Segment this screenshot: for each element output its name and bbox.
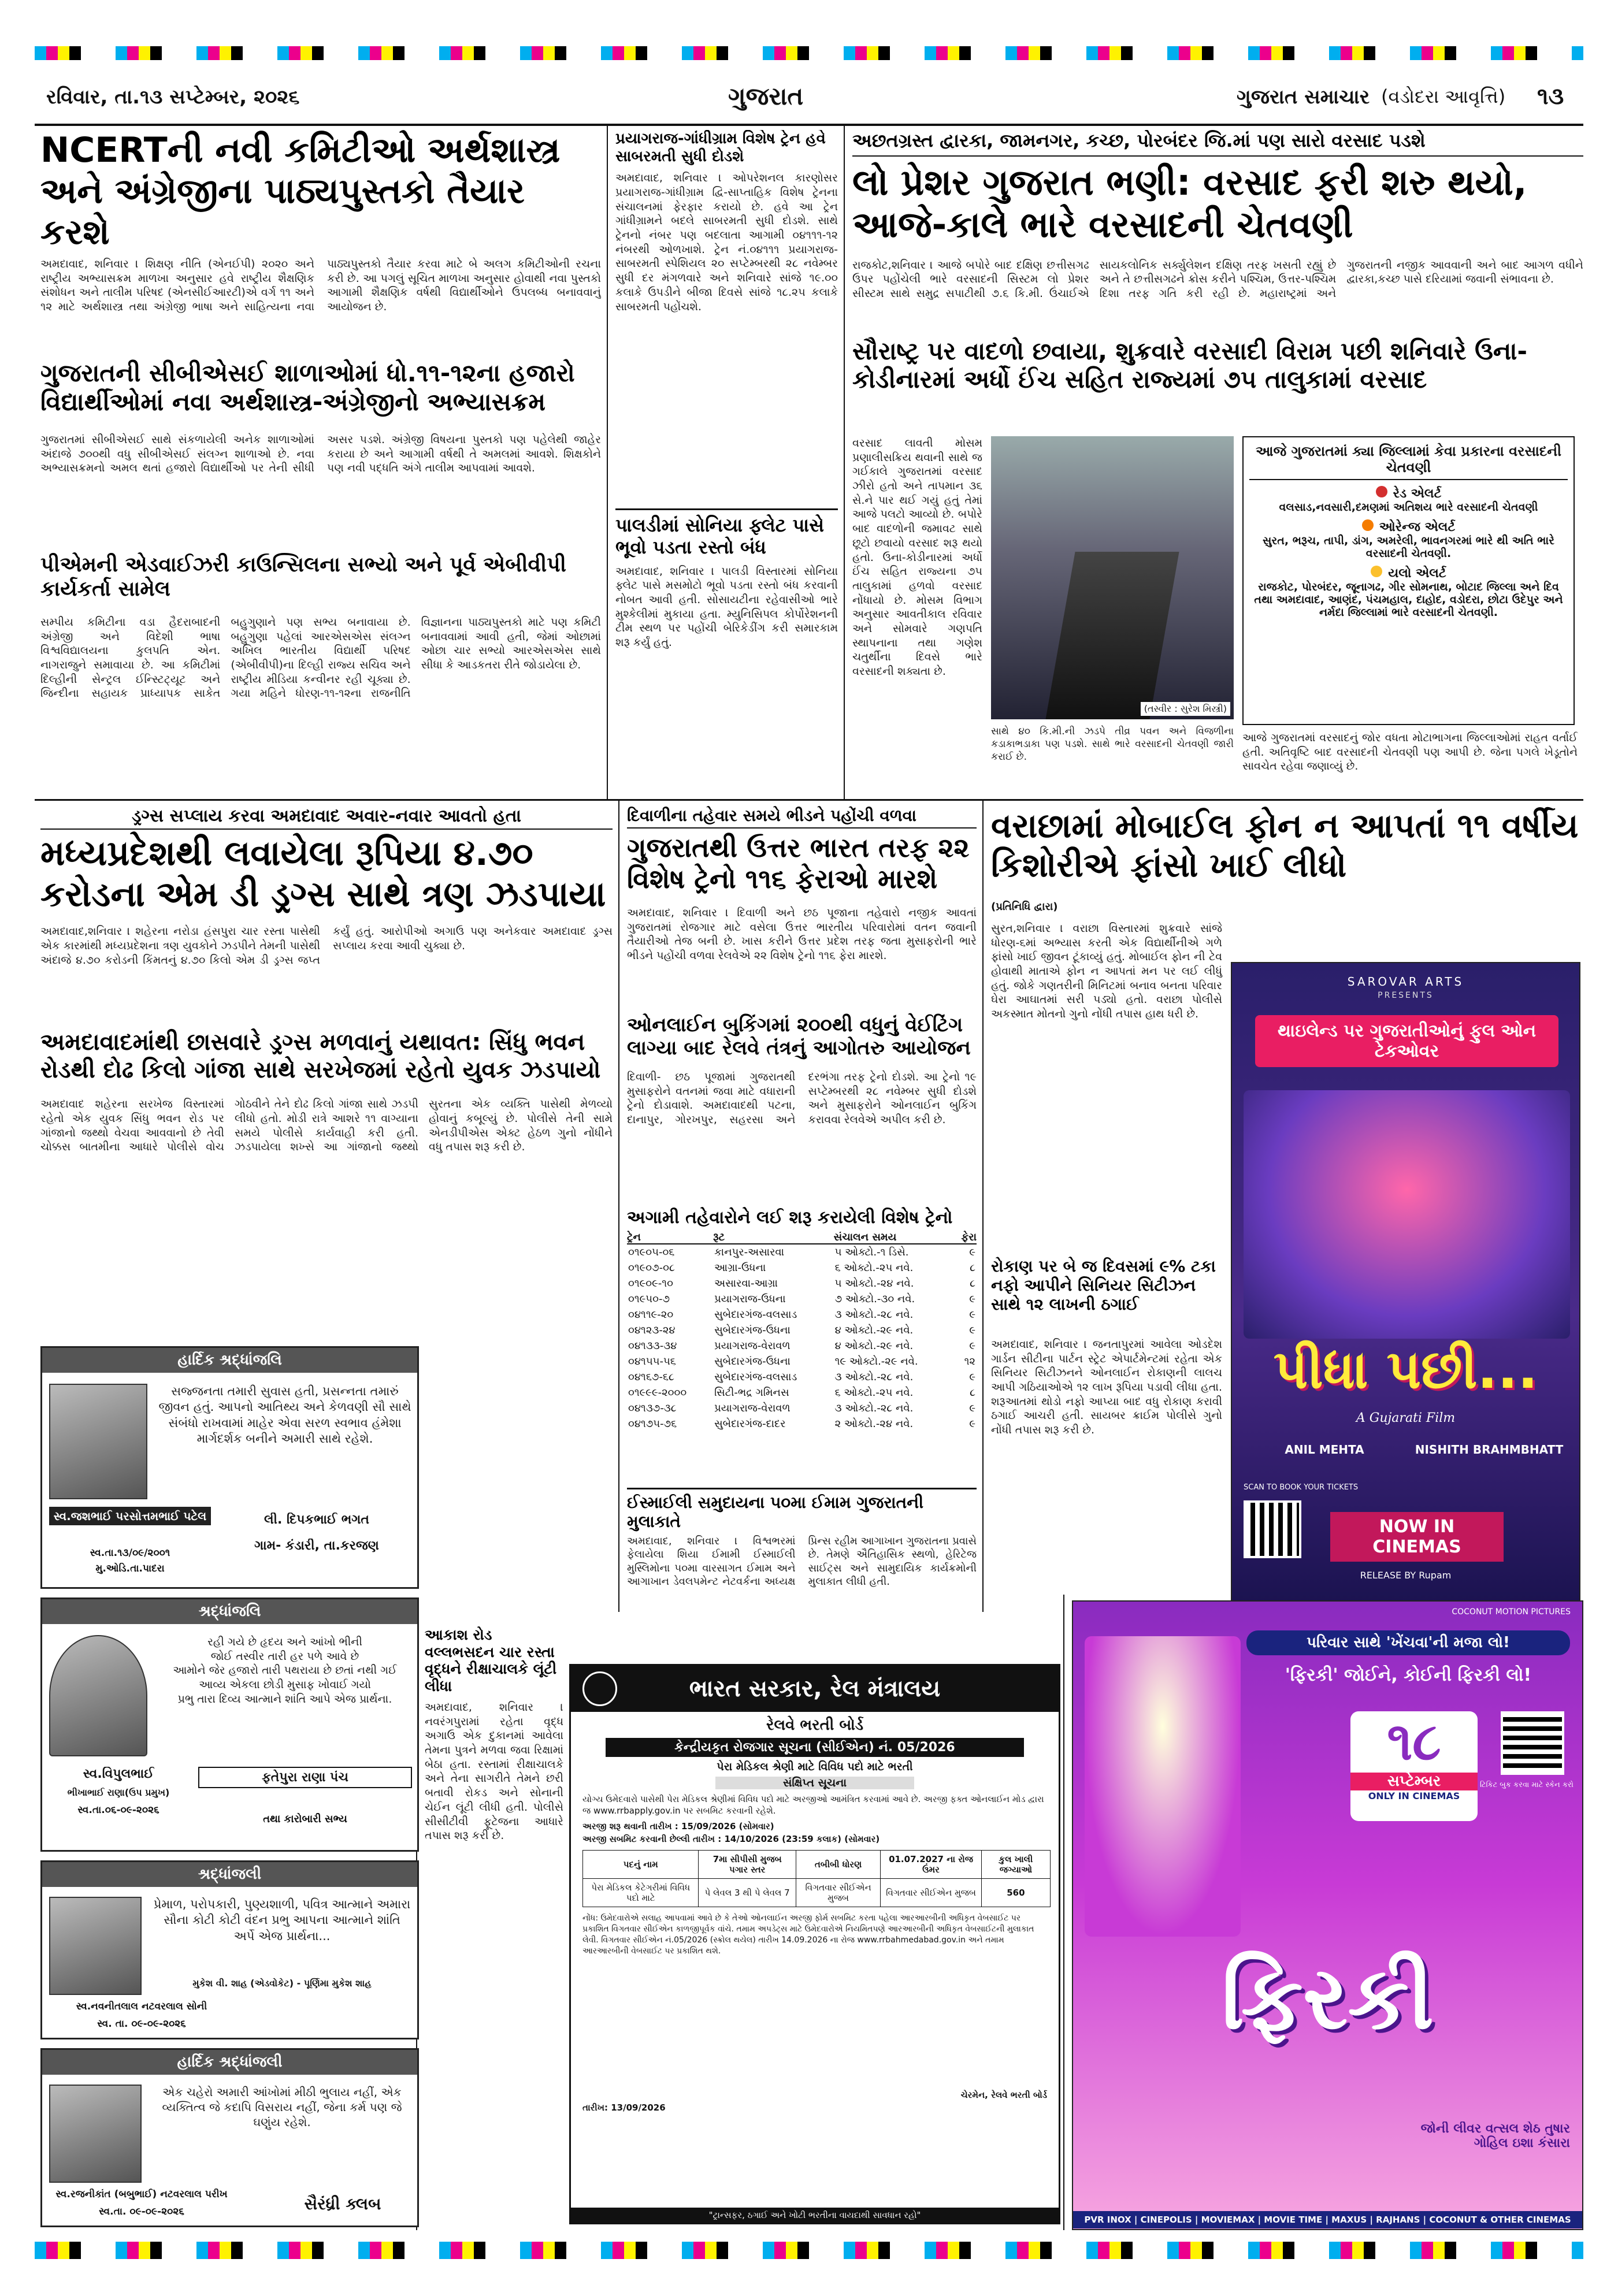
rain-subhead: સૌરાષ્ટ્ર પર વાદળો છવાયા, શુક્રવારે વરસાદી વિરામ પછી શનિવારે ઉના-કોડીનારમાં અર્ધો ઈંચ સહિત રાજ્યમાં ૭૫ તાલુકામાં વરસાદ: [852, 336, 1527, 394]
ad2-only-cinemas: ONLY IN CINEMAS: [1368, 1790, 1460, 1801]
rain-headline: લો પ્રેશર ગુજરાત ભણી: વરસાદ ફરી શરુ થયો, આજે-કાલે ભારે વરસાદની ચેતવણી: [852, 161, 1527, 246]
railway-short: સંક્ષિપ્ત સૂચના: [715, 1777, 914, 1789]
train-table-row: [627, 1244, 977, 1260]
ad2-line1: પરિવાર સાથે 'ખેંચવા'ની મજા લો!: [1246, 1630, 1570, 1655]
ad2-qr-code[interactable]: [1501, 1711, 1564, 1775]
train-number-cell: ૦૧૯૦૯-૧૦: [628, 1277, 673, 1290]
obituary-3-title: શ્રદ્ધાંજલી: [42, 1862, 417, 1887]
diwali-story: [627, 806, 977, 1603]
railway-col: કુલ ખાલી જગ્યાઓ: [981, 1851, 1050, 1879]
train-schedule-cell: ૬ ઓક્ટો.-૨૫ નવે.: [834, 1262, 914, 1275]
ad1-qr-code[interactable]: [1244, 1500, 1301, 1558]
obituary-3-dates: સ્વ. તા. ૦૯-૦૯-૨૦૨૬: [97, 2018, 186, 2030]
ad-pidha-pachhi[interactable]: [1231, 962, 1580, 1603]
yellow-alert-dot: [1371, 566, 1382, 577]
print-marks-top: [35, 46, 1583, 60]
train-table-row: [627, 1385, 977, 1400]
train-trips-cell: ૯: [969, 1371, 975, 1384]
ad1-now-in-cinemas: NOW IN CINEMAS: [1330, 1512, 1504, 1562]
alert-box-title: આજે ગુજરાતમાં ક્યા જિલ્લામાં કેવા પ્રકારના વરસાદની ચેતવણી: [1249, 443, 1568, 480]
obituary-1-photo: [49, 1384, 147, 1499]
print-marks-bottom: [35, 2242, 1583, 2259]
obituary-2-line: જોઈ તસ્વીર તારી હર પળે આવે છે: [210, 1649, 359, 1663]
ncert-headline: NCERTની નવી કમિટીઓ અર્થશાસ્ત્ર અને અંગ્રેજીના પાઠ્યપુસ્તકો તૈયાર કરશે: [40, 130, 561, 252]
obituary-1-village: ગામ- કંડારી, તા.કરજણ: [254, 1539, 379, 1553]
train-schedule-cell: ૭ ઓક્ટો.-૩૦ નવે.: [834, 1293, 915, 1306]
rain-body-3: આજે ગુજરાતમાં વરસાદનું જોર વધતા મોટાભાગના જિલ્લાઓમાં રાહત વર્તાઈ હતી. અતિવૃષ્ટિ બાદ વરસાદની ચેતવણી પણ આપી છે. જેના પગલે ખેડૂતોને સાવચેત રહેવા જણાવ્યું છે.: [1242, 731, 1578, 773]
ad2-title: ફિરકી: [1221, 1948, 1434, 2049]
obituary-2: [40, 1597, 419, 1852]
col-trips: ફેરા: [961, 1231, 977, 1244]
railway-notes: નોંધ: ઉમેદવારોએ સલાહ આપવામાં આવે છે કે તેઓ ઓનલાઈન અરજી ફોર્મ સબમિટ કરતા પહેલા આરઆરબીની અધિકૃત વેબસાઈટ પર પ્રકાશિત વિગતવાર સીઈએન કાળજીપૂર્વક વાંચે. તમામ અપડેટ્સ માટે ઉમેદવારોએ નિયમિતપણે આરઆરબીની અધિકૃત વેબસાઈટની મુલાકાત લેવી. વિગતવાર સીઈએન નં.05/2026 (સ્ક્રોલ થયેલ) તારીખ 14.09.2026 ના રોજ www.rrbahmedabad.gov.in અને તમામ આરઆરબીની વેબસાઈટ પર પ્રકાશિત થશે.: [582, 1914, 1034, 1956]
obituary-2-lines: [155, 1635, 415, 1762]
ncert-subhead-2: પીએમની એડવાઈઝરી કાઉન્સિલના સભ્યો અને પૂર્વ એબીવીપી કાર્યકર્તા સામેલ: [40, 553, 566, 601]
yellow-alert-text: રાજકોટ, પોરબંદર, જૂનાગઢ, ગીર સોમનાથ, બોટાદ જિલ્લા અને દિવ તથા અમદાવાદ, આણંદ, પંચમહાલ, દાહોદ, વડોદરા, છોટા ઉદેપુર અને નર્મદા જિલ્લામાં ભારે વરસાદની ચેતવણી.: [1254, 581, 1563, 619]
senior-fraud-headline: રોકાણ પર બે જ દિવસમાં ૯% ટકા નફો આપીને સિનિયર સિટીઝન સાથે ૧૨ લાખની ઠગાઈ: [991, 1257, 1216, 1314]
rain-photo: [991, 436, 1234, 719]
train-route-cell: સિટી-ભદ્ર ગમિનસ: [714, 1387, 789, 1399]
train-number-cell: ૦૪૧૧૯-૨૦: [628, 1309, 674, 1321]
railway-table-header: [583, 1851, 1051, 1879]
col-route: રૂટ: [713, 1231, 725, 1244]
section-name: ગુજરાત: [728, 82, 804, 110]
train-schedule-cell: ૧૯ ઓક્ટો.-૨૯ નવે.: [834, 1355, 918, 1368]
ad2-line2: 'ફિરકી' જોઈને, કોઈની ફિરકી લો!: [1285, 1665, 1532, 1685]
railway-col: પદનું નામ: [583, 1851, 699, 1879]
railway-cell: વિગતવાર સીઈએન મુજબ: [881, 1879, 982, 1907]
ad1-director: ANIL MEHTA: [1285, 1443, 1364, 1457]
obituary-3-photo: [49, 1897, 142, 1995]
train-number-cell: ૦૪૧૬૭-૬૮: [628, 1371, 674, 1384]
railway-intro: યોગ્ય ઉમેદવારો પાસેથી પેરા મેડિકલ શ્રેણીમાં વિવિધ પદો માટે અરજીઓ આમંત્રિત કરવામાં આવે છે. અરજી ફક્ત ઓનલાઈન મોડ દ્વારા જ www.rrbapply.gov.in પર સબમિટ કરવાની રહેશે.: [582, 1794, 1044, 1816]
diwali-subhead: ઓનલાઈન બુકિંગમાં ૨૦૦થી વધુનું વેઈટિંગ લાગ્યા બાદ રેલવે તંત્રનું આગોતરુ આયોજન: [627, 1013, 971, 1060]
train-table-row: [627, 1400, 977, 1416]
yellow-alert-label: યલો એલર્ટ: [1388, 566, 1446, 581]
train-trips-cell: ૯: [969, 1402, 975, 1415]
ad2-cast-image: [1085, 1636, 1241, 1937]
orange-alert-label: ઓરેન્જ એલર્ટ: [1379, 520, 1456, 534]
obituary-3-family: મુકેશ વી. શાહ (એડવોકેટ) - પૂર્ણિમા મુકેશ શાહ: [192, 1978, 372, 1989]
red-alert-dot: [1376, 486, 1387, 497]
obituary-1: [40, 1346, 419, 1589]
obituary-1-dates: સ્વ.તા.૧૩/૦૯/૨૦૦૧: [90, 1547, 170, 1559]
obituary-4-photo: [49, 2085, 142, 2183]
railway-table-row: [583, 1879, 1051, 1907]
page-number: ૧૩: [1537, 83, 1564, 110]
ad2-date-badge: [1350, 1711, 1478, 1821]
ncert-story: [40, 130, 601, 800]
train-number-cell: ૦૪૧૩૩-૩૪: [628, 1340, 677, 1353]
train-table-row: [627, 1369, 977, 1385]
ismaili-headline: ઈસ્માઈલી સમુદાયના ૫૦મા ઈમામ ગુજરાતની મુલાકાતે: [627, 1488, 977, 1531]
obituary-2-relation: ભીખાભાઈ રાણા(ઉપ પ્રમુખ): [67, 1787, 170, 1798]
col-train: ટ્રેન: [627, 1231, 641, 1244]
drugs-body: અમદાવાદ,શનિવાર । શહેરના નરોડા હંસપુરા ચાર રસ્તા પાસેથી એક કારમાંથી મધ્યપ્રદેશના ત્રણ યુવકોને ઝડપીને તેમની પાસેથી અંદાજે ૪.૭૦ કરોડની કિંમતનું ૪.૭૦ કિલો એમ ડી ડ્રગ્સ જપ્ત કર્યું હતું. આરોપીઓ અગાઉ પણ અનેકવાર અમદાવાદ ડ્રગ્સ સપ્લાય કરવા આવી ચુક્યા છે.: [40, 925, 613, 967]
ad-firki[interactable]: [1072, 1600, 1583, 2230]
train-headline: પ્રયાગરાજ-ગાંધીગ્રામ વિશેષ ટ્રેન હવે સાબરમતી સુધી દોડશે: [615, 130, 826, 165]
train-table-row: [627, 1322, 977, 1338]
train-trips-cell: ૯: [969, 1246, 975, 1259]
railway-notice: [569, 1664, 1060, 2224]
rain-body-2: વરસાદ લાવતી મોસમ પ્રણાલીસક્રિય થવાની સાથે જ ગઈકાલે ગુજરાતમાં વરસાદ ઝીરો હતો અને તાપમાન ૩૬ સે.ને પાર થઈ ગયું હતું તેમાં આજે પલટો આવ્યો છે. બપોરે બાદ વાદળોની જમાવટ સાથે છૂટો છવાયો વરસાદ શરૂ થયો હતો. ઉના-કોડીનારમાં અર્ધો ઈંચ સહિત રાજ્યના ૭૫ તાલુકામાં હળવો વરસાદ નોંધાયો છે. મોસમ વિભાગ અનુસાર આવતીકાલ રવિવાર અને સોમવારે ગણપતિ સ્થાપનાના તથા ગણેશ ચતુર્થીના દિવસે ભારે વરસાદની શક્યતા છે.: [852, 437, 982, 678]
emblem-icon: [582, 1671, 617, 1706]
train-number-cell: ૦૧૯૦૫-૦૬: [628, 1246, 675, 1259]
train-number-cell: ૦૧૯૯૯-૨૦૦૦: [628, 1387, 687, 1399]
ncert-subhead-1: ગુજરાતની સીબીએસઈ શાળાઓમાં ધો.૧૧-૧૨ના હજારો વિદ્યાર્થીઓમાં નવા અર્થશાસ્ત્ર-અંગ્રેજીનો અભ્યાસક્રમ: [40, 359, 575, 416]
train-route-cell: આગ્રા-ઉધના: [714, 1262, 766, 1275]
obituary-4-club: સૈરંધ્રી ક્લબ: [304, 2194, 381, 2213]
ad2-scan: ટિકિટ બુક કરવા માટે સ્કેન કરો: [1479, 1781, 1574, 1789]
obituary-2-dates: સ્વ.તા.૦૬-૦૯-૨૦૨૬: [77, 1804, 159, 1816]
ad1-cast-image: [1244, 1090, 1570, 1339]
train-schedule-cell: ૨ ઓક્ટો.-૨૪ નવે.: [834, 1418, 914, 1431]
railway-cell: પે લેવલ 3 થી પે લેવલ 7: [699, 1879, 796, 1907]
diwali-kicker: દિવાળીના તહેવાર સમયે ભીડને પહોંચી વળવા: [627, 806, 977, 829]
train-schedule-cell: ૫ ઓક્ટો.-૧ ડિસે.: [834, 1246, 909, 1259]
train-number-cell: ૦૧૯૫૦-૭: [628, 1293, 670, 1306]
paper-name: ગુજરાત સમાચાર: [1237, 86, 1370, 109]
train-route-cell: કાનપુર-અસારવા: [714, 1246, 785, 1259]
train-route-cell: પ્રયાગરાજ-વેરાવળ: [714, 1340, 791, 1353]
railway-signed: ચેરમેન, રેલવે ભરતી બોર્ડ: [960, 2090, 1047, 2100]
drugs-subhead: અમદાવાદમાંથી છાસવારે ડ્રગ્સ મળવાનું યથાવત: સિંધુ ભવન રોડથી દોઢ કિલો ગાંજા સાથે સરખેજમાં રહેતો યુવક ઝડપાયો: [40, 1029, 601, 1083]
rain-story: [852, 130, 1583, 800]
page-date: રવિવાર, તા.૧૩ સપ્ટેમ્બર, ૨૦૨૬: [46, 86, 300, 109]
train-trips-cell: ૮: [970, 1387, 975, 1399]
rain-photo-credit: (તસ્વીર : સુરેશ મિસ્ત્રી): [1141, 702, 1230, 716]
riksha-headline: આકાશ રોડ વલ્લભસદન ચાર રસ્તા વૃદ્ધને રીક્ષાચાલકે લૂંટી લીધા: [425, 1626, 557, 1695]
train-trips-cell: ૯: [969, 1309, 975, 1321]
rain-photo-road: [1045, 552, 1179, 719]
edition: (વડોદરા આવૃત્તિ): [1381, 86, 1506, 107]
obituary-4-title: હાર્દિક શ્રદ્ધાંજલી: [42, 2050, 417, 2075]
train-table-header: [627, 1231, 977, 1244]
obituary-1-title: હાર્દિક શ્રદ્ધાંજલિ: [42, 1348, 417, 1373]
varachha-headline: વરાછામાં મોબાઈલ ફોન ન આપતાં ૧૧ વર્ષીય કિશોરીએ ફાંસો ખાઈ લીધો: [991, 806, 1579, 885]
ad2-brand: COCONUT MOTION PICTURES: [1452, 1607, 1571, 1617]
train-number-cell: ૦૪૧૭૫-૭૬: [628, 1418, 677, 1431]
paldi-story: [615, 508, 838, 797]
paldi-headline: પાલડીમાં સોનિયા ફ્લેટ પાસે ભૂવો પડતા રસ્તો બંધ: [615, 508, 838, 559]
drugs-kicker: ડ્રગ્સ સપ્લાય કરવા અમદાવાદ અવાર-નવાર આવતો હતા: [40, 806, 613, 830]
railway-ministry: ભારત સરકાર, રેલ મંત્રાલય: [689, 1675, 941, 1702]
train-trips-cell: ૯: [969, 1418, 975, 1431]
obituary-3-text: પ્રેમાળ, પરોપકારી, પુણ્યશાળી, પવિત્ર આત્માને અમારા સૌના કોટી કોટી વંદન પ્રભુ આપના આત્માને શાંતિ અર્પે એજ પ્રાર્થના...: [153, 1897, 411, 1943]
railway-col: 7મા સીપીસી મુજબ પગાર સ્તર: [699, 1851, 796, 1879]
train-trips-cell: ૯: [969, 1340, 975, 1353]
obituary-4-name: સ્વ.રજનીકાંત (બબુભાઈ) નટવરલાલ પરીખ: [55, 2189, 228, 2200]
obituary-2-member: તથા કારોબારી સભ્ય: [263, 1813, 347, 1825]
ncert-body-3: સમ્પીય કમિટીના વડા હૈદરાબાદની અંગ્રેજી અને વિદેશી ભાષા વિશ્વવિદ્યાલયના કુલપતિ એન. નાગરાજુને સમાવાયા છે. આ કમિટીમાં દિલ્હીની સેન્ટ્રલ ઈન્સ્ટિટ્યૂટ અને જિન્દીના સહાયક પ્રાધ્યાપક સાકેત બહુગુણાને પણ સભ્ય બનાવાયા છે. બહુગુણા પહેલાં આરએસએસ સંલગ્ન અખિલ ભારતીય વિદ્યાર્થી પરિષદ (એબીવીપી)ના દિલ્હી રાજ્ય સચિવ અને રાષ્ટ્રીય મીડિયા કન્વીનર રહી ચૂક્યા છે. ગયા મહિને ધોરણ-૧૧-૧૨ના રાજનીતિ વિજ્ઞાનના પાઠ્યપુસ્તકો માટે પણ કમિટી બનાવવામાં આવી હતી, જેમાં ઓછામાં ઓછા ચાર સભ્યો આરએસએસ સાથે સીધા કે આડકતરા રીતે જોડાયેલા છે.: [40, 616, 601, 700]
obituary-1-place: મુ.ઓડિ.તા.પાદરા: [95, 1563, 165, 1574]
rain-kicker: અછતગ્રસ્ત દ્વારકા, જામનગર, કચ્છ, પોરબંદર જિ.માં પણ સારો વરસાદ પડશે: [852, 130, 1583, 157]
varachha-credit: (પ્રતિનિધિ દ્વારા): [991, 901, 1058, 913]
obituary-2-line: રહી ગયે છે હૃદય અને આંખો ભીની: [207, 1636, 362, 1648]
railway-cell: પેરા મેડિકલ કેટેગરીમાં વિવિધ પદો માટે: [583, 1879, 699, 1907]
orange-alert-text: સુરત, ભરૂચ, તાપી, ડાંગ, અમરેલી, ભાવનગરમાં ભારે થી અતિ ભારે વરસાદની ચેતવણી.: [1263, 534, 1554, 560]
train-route-cell: સુબેદારગંજ-વલસાડ: [714, 1309, 797, 1321]
train-route-cell: પ્રયાગરાજ-વેરાવળ: [714, 1402, 791, 1415]
train-table-row: [627, 1291, 977, 1307]
rain-alert-box: [1242, 436, 1575, 725]
train-trips-cell: ૧૨: [964, 1355, 975, 1368]
railway-notice-no: કેન્દ્રીયકૃત રોજગાર સૂચના (સીઈએન) નં. 05/2026: [606, 1738, 1024, 1757]
train-story: [615, 130, 838, 477]
train-number-cell: ૦૪૧૨૩-૨૪: [628, 1324, 676, 1337]
masthead: [35, 81, 1583, 121]
train-route-cell: સુબેદારગંજ-દાદર: [714, 1418, 786, 1431]
obituary-3-name: સ્વ.નવનીતલાલ નટવરલાલ સોની: [76, 2001, 207, 2012]
train-trips-cell: ૯: [969, 1293, 975, 1306]
train-schedule-cell: ૩ ઓક્ટો.-૨૮ નવે.: [834, 1371, 914, 1384]
train-trips-cell: ૮: [970, 1262, 975, 1275]
railway-close: અરજી સબમિટ કરવાની છેલ્લી તારીખ : 14/10/2026 (23:59 કલાક) (સોમવાર): [582, 1834, 880, 1844]
train-trips-cell: ૯: [969, 1324, 975, 1337]
rain-body: રાજકોટ,શનિવાર । આજે બપોરે બાદ દક્ષિણ છત્તીસગઢ ઉપર પહોંચેલી ભારે વરસાદની સિસ્ટમ લો પ્રેશર સીસ્ટમ સાથે સમુદ્ર સપાટીથી ૭.૬ કિ.મી. ઉંચાઈએ સાયકલોનિક સર્ક્યુલેશન દક્ષિણ તરફ ખસતી રહ્યું છે અને તે છત્તીસગઢને ક્રોસ કરીને પશ્ચિમ, ઉત્તર-પશ્ચિમ દિશા તરફ ગતિ કરી રહી છે. મહારાષ્ટ્રમાં અને ગુજરાતની નજીક આવવાની અને બાદ આગળ વધીને દ્વારકા,કચ્છ પાસે દરિયામાં જવાની સંભાવના છે.: [852, 258, 1583, 300]
ad2-theatres: PVR INOX | CINEPOLIS | MOVIEMAX | MOVIE TIME | MAXUS | RAJHANS | COCONUT & OTHER CINEMAS: [1073, 2211, 1582, 2228]
train-schedule-cell: ૩ ઓક્ટો.-૨૮ નવે.: [834, 1309, 914, 1321]
train-route-cell: સુબેદારગંજ-ઉધના: [714, 1324, 791, 1337]
ad2-date-month: સપ્ટેમ્બર: [1350, 1773, 1478, 1790]
train-table: [627, 1231, 977, 1432]
train-number-cell: ૦૪૧૩૭-૩૮: [628, 1402, 677, 1415]
obituary-2-line: પ્રભુ તારા દિવ્ય આત્માને શાંતિ આપે એજ પ્રાર્થના.: [177, 1692, 392, 1706]
ad1-presents: PRESENTS: [1378, 991, 1434, 1000]
paldi-body: અમદાવાદ, શનિવાર । પાલડી વિસ્તારમાં સોનિયા ફ્લેટ પાસે મસમોટો ભૂવો પડતા રસ્તો બંધ કરવાની નોબત આવી હતી. સોસાયટીના રહેવાસીઓ ભારે મુશ્કેલીમાં મુકાયા હતા. મ્યુનિસિપલ કોર્પોરેશનની ટીમ સ્થળ પર પહોંચી બેરિકેડીંગ કરી સમારકામ શરૂ કર્યું હતું.: [615, 564, 838, 649]
obituary-3: [40, 1860, 419, 2039]
railway-cell: વિગતવાર સીઈએન મુજબ: [796, 1879, 880, 1907]
drugs-story: [40, 806, 613, 1361]
railway-footer: "ટ્રાન્સફર, ઠગાઈ અને ખોટી ભરતીના વાયદાથી સાવધાન રહો": [571, 2208, 1059, 2223]
railway-col: તબીબી ધોરણ: [796, 1851, 880, 1879]
train-number-cell: ૦૪૧૫૫-૫૬: [628, 1355, 676, 1368]
senior-fraud-body: અમદાવાદ, શનિવાર । જનતાપુરમાં આવેલા ઓડદેશ ગાર્ડન સીટીના પાર્ટન સ્ટ્રેટ એપાર્ટમેન્ટમાં રહેતા એક સિનિયર સિટીઝનને ઓનલાઈન રોકાણની લાલચ આપી ગઠિયાઓએ ૧૨ લાખ રૂપિયા પડાવી લીધા હતા. શરૂઆતમાં થોડો નફો આપ્યા બાદ વધુ રોકાણ કરાવી ઠગાઈ આચરી હતી. સાયબર ક્રાઈમ પોલીસે ગુનો નોંધી તપાસ શરૂ કરી છે.: [991, 1338, 1222, 1437]
drugs-body-2: અમદાવાદ શહેરના સરખેજ વિસ્તારમાં રહેતો એક યુવક સિંધુ ભવન રોડ પર ગાંજાનો જથ્થો વેચવા આવવાનો છે તેવી ચોક્કસ બાતમીના આધારે પોલીસે વોચ ગોઠવીને તેને દોઢ કિલો ગાંજા સાથે ઝડપી લીધો હતો. મોડી રાત્રે આશરે ૧૧ વાગ્યાના સમયે પોલીસે કાર્યવાહી કરી હતી. ઝડપાયેલા શખ્સે આ ગાંજાનો જથ્થો સુરતના એક વ્યક્તિ પાસેથી મેળવ્યો હોવાનું કબૂલ્યું છે. પોલીસે તેની સામે એનડીપીએસ એક્ટ હેઠળ ગુનો નોંધીને વધુ તપાસ શરૂ કરી છે.: [40, 1098, 613, 1154]
railway-board: રેલવે ભરતી બોર્ડ: [766, 1717, 863, 1734]
ismaili-story: [627, 1488, 977, 1603]
obituary-2-line: આમોને જેર હજારો તારી પથરાયા છે છતાં નથી ગઈ: [173, 1664, 397, 1677]
train-route-cell: પ્રયાગરાજ-ઉધના: [714, 1293, 786, 1306]
railway-header: [571, 1666, 1059, 1712]
obituary-4-dates: સ્વ.તા. ૦૯-૦૯-૨૦૨૬: [99, 2206, 184, 2217]
riksha-story: [425, 1626, 563, 2227]
obituary-4: [40, 2048, 419, 2227]
train-trips-cell: ૮: [970, 1277, 975, 1290]
rain-caption: સાથે ૪૦ કિ.મી.ની ઝડપે તીવ્ર પવન અને વિજળીના કડાકાભડાકા પણ પડશે. સાથે ભારે વરસાદની ચેતવણી જારી કરાઈ છે.: [991, 726, 1234, 763]
train-table-title: અગામી તહેવારોને લઈ શરૂ કરાયેલી વિશેષ ટ્રેનો: [627, 1208, 953, 1228]
diwali-body-2: દિવાળી- છઠ પૂજામાં ગુજરાતથી મુસાફરોને વતનમાં જવા માટે વધારાની ટ્રેનો દોડાવાશે. અમદાવાદથી પટના, દાનાપુર, ગોરખપુર, સહરસા અને દરભંગા તરફ ટ્રેનો દોડશે. આ ટ્રેનો ૧૯ સપ્ટેમ્બરથી ૨૮ નવેમ્બર સુધી દોડશે અને મુસાફરોને ઓનલાઈન બુકિંગ કરાવવા રેલવેએ અપીલ કરી છે.: [627, 1071, 977, 1127]
train-schedule-cell: ૪ ઓક્ટો.-૨૯ નવે.: [834, 1324, 914, 1337]
red-alert-text: વલસાડ,નવસારી,દમણમાં અતિશય ભારે વરસાદની ચેતવણી: [1279, 501, 1538, 514]
riksha-body: અમદાવાદ, શનિવાર । નવરંગપુરામાં રહેતા વૃદ્ધ અગાઉ એક દુકાનમાં આવેલા તેમના પુત્રને મળવા જવા રિક્ષામાં બેઠા હતા. રસ્તામાં રીક્ષાચાલકે અને તેના સાગરીતે તેમને છરી બતાવી રોકડ અને સોનાની ચેઈન લૂંટી લીધી હતી. પોલીસે સીસીટીવી ફૂટેજના આધારે તપાસ શરૂ કરી છે.: [425, 1701, 563, 1842]
ad1-tagline: થાઇલેન્ડ પર ગુજરાતીઓનું ફુલ ઓન ટેકઓવર: [1255, 1015, 1558, 1067]
ad2-date-num: ૧૮: [1387, 1711, 1441, 1772]
ncert-body-2: ગુજરાતમાં સીબીએસઈ સાથે સંકળાયેલી અનેક શાળાઓમાં અંદાજે ૭૦૦થી વધુ સીબીએસઈ સંલગ્ન શાળાઓ છે. નવા અભ્યાસક્રમનો અમલ થતાં હજારો વિદ્યાર્થીઓ પર તેની સીધી અસર પડશે. અંગ્રેજી વિષયના પુસ્તકો પણ પહેલેથી જાહેર કરાયા છે અને આગામી વર્ષથી તે અમલમાં આવશે. શિક્ષકોને પણ નવી પદ્ધતિ અંગે તાલીમ આપવામાં આવશે.: [40, 433, 601, 475]
train-schedule-cell: ૫ ઓક્ટો.-૨૪ નવે.: [834, 1277, 914, 1290]
train-table-row: [627, 1416, 977, 1432]
train-table-row: [627, 1307, 977, 1322]
ad1-title: પીધા પછી...: [1273, 1339, 1538, 1400]
obituary-1-name: સ્વ.જશભાઈ પરસોત્તમભાઈ પટેલ: [49, 1507, 211, 1525]
ad2-cast: જોની લીવર વત્સલ શેઠ તુષાર ગોહિલ ઇશા કંસારા: [1420, 2122, 1570, 2150]
obituary-2-title: શ્રદ્ધાંજલિ: [42, 1599, 417, 1624]
diwali-body: અમદાવાદ, શનિવાર । દિવાળી અને છઠ પૂજાના તહેવારો નજીક આવતાં ગુજરાતમાં રોજગાર માટે વસેલા ઉત્તર ભારતીય પરિવારોમાં વતન જવાની તૈયારીઓ તેજ બની છે. ખાસ કરીને ઉત્તર પ્રદેશ તરફ જતા મુસાફરોની ભારે ભીડને પહોંચી વળવા રેલવેએ ૨૨ વિશેષ ટ્રેનો ૧૧૬ ફેરા મારશે.: [627, 906, 977, 963]
train-table-row: [627, 1276, 977, 1291]
train-route-cell: સુબેદારગંજ-વલસાડ: [714, 1371, 797, 1384]
drugs-headline: મધ્યપ્રદેશથી લવાયેલા રૂપિયા ૪.૭૦ કરોડના એમ ડી ડ્રગ્સ સાથે ત્રણ ઝડપાયા: [40, 833, 606, 915]
col-schedule: સંચાલન સમય: [833, 1231, 897, 1244]
diwali-headline: ગુજરાતથી ઉત્તર ભારત તરફ ૨૨ વિશેષ ટ્રેનો ૧૧૬ ફેરાઓ મારશે: [627, 832, 970, 895]
obituary-2-name: સ્વ.વિપુલભાઈ: [83, 1767, 154, 1781]
obituary-2-org: ફતેપુરા રાણા પંચ: [198, 1767, 412, 1788]
train-schedule-cell: ૬ ઓક્ટો.-૨૫ નવે.: [834, 1387, 914, 1399]
railway-cell: 560: [981, 1879, 1050, 1907]
train-table-row: [627, 1260, 977, 1276]
obituary-2-line: આવ્ય એકલા છોડી મુસાફ ખોવાઈ ગયો: [199, 1678, 371, 1692]
red-alert-label: રેડ એલર્ટ: [1393, 486, 1442, 501]
train-table-row: [627, 1354, 977, 1369]
obituary-1-text: સજ્જનતા તમારી સુવાસ હતી, પ્રસન્નતા તમારું જીવન હતું. આપનો આતિથ્ય અને કેળવણી સૌ સાથે સંબંધો રાખવામાં માહેર એવા સરળ સ્વભાવ હંમેશા માર્ગદર્શક બનીને અમારી સાથે રહેશે.: [158, 1384, 411, 1446]
railway-col: 01.07.2027 ના રોજ ઉંમર: [881, 1851, 982, 1879]
train-schedule-cell: ૪ ઓક્ટો.-૨૯ નવે.: [834, 1340, 914, 1353]
ad1-scan: SCAN TO BOOK YOUR TICKETS: [1244, 1483, 1359, 1492]
ismaili-body: અમદાવાદ, શનિવાર । વિશ્વભરમાં ફેલાયેલા શિયા ઈમામી ઈસ્માઈલી મુસ્લિમોના ૫૦મા વારસાગત ઈમામ અને આગાખાન ડેવલપમેન્ટ નેટવર્કના અધ્યક્ષ પ્રિન્સ રહીમ આગાખાન ગુજરાતના પ્રવાસે છે. તેમણે ઐતિહાસિક સ્થળો, હેરિટેજ સાઈટ્સ અને સામુદાયિક કાર્યક્રમોની મુલાકાત લીધી હતી.: [627, 1535, 977, 1588]
obituary-1-family: લી. દિપકભાઈ ભગત: [264, 1513, 369, 1527]
train-schedule-cell: ૩ ઓક્ટો.-૨૮ નવે.: [834, 1402, 914, 1415]
obituary-4-text: એક ચહેરો અમારી આંખોમાં મીઠી ભુલાય નહીં, એક વ્યક્તિત્વ જે કદાપિ વિસરાય નહીં, જેના કર્મ પણ જે ઘણુંય રહેશે.: [162, 2085, 402, 2129]
orange-alert-dot: [1362, 519, 1374, 531]
varachha-body: સુરત,શનિવાર । વરાછા વિસ્તારમાં શુક્રવારે સાંજે ધોરણ-૬માં અભ્યાસ કરતી એક વિદ્યાર્થીનીએ ગળે ફાંસો ખાઈ જીવન ટૂંકાવ્યું હતું. મોબાઈલ ફોન ની ટેવ હોવાથી માતાએ ફોન ન આપતાં મન પર લઈ લીધું હતું. જોકે ગણતરીની મિનિટમાં બનાવ બનતા પરિવાર ઘેરા આઘાતમાં સરી પડ્યો હતો. વરાછા પોલીસે અકસ્માત મોતનો ગુનો નોંધી તપાસ હાથ ધરી છે.: [991, 922, 1222, 1021]
ad1-release: RELEASE BY Rupam: [1360, 1570, 1452, 1581]
railway-date: તારીખ: 13/09/2026: [582, 2102, 666, 2113]
ad1-producer: NISHITH BRAHMBHATT: [1415, 1443, 1564, 1457]
train-body: અમદાવાદ, શનિવાર । ઓપરેશનલ કારણોસર પ્રયાગરાજ-ગાંધીગ્રામ દ્વિ-સાપ્તાહિક વિશેષ ટ્રેનના સંચાલનમાં ફેરફાર કરાયો છે. હવે આ ટ્રેન ગાંધીગ્રામને બદલે સાબરમતી સુધી દોડશે. સાથે ટ્રેનનો નંબર પણ બદલાતા આગામી ૦૪૧૧૧-૧૨ નંબરથી ઓળખાશે. ટ્રેન નં.૦૪૧૧૧ પ્રયાગરાજ-સાબરમતી સ્પેશિયલ ૨૦ સપ્ટેમ્બરથી ૨૮ નવેમ્બર સુધી દર મંગળવારે અને શનિવારે સાંજે ૧૯.૦૦ કલાકે ઉપડીને બીજા દિવસે સાંજે ૧૮.૨૫ કલાકે સાબરમતી પહોંચશે.: [615, 172, 838, 313]
ad1-subtitle: A Gujarati Film: [1356, 1411, 1456, 1425]
railway-table: [582, 1850, 1051, 1907]
train-number-cell: ૦૧૯૦૭-૦૮: [628, 1262, 675, 1275]
obituary-2-photo: [49, 1635, 147, 1756]
ad1-brand: SAROVAR ARTS: [1347, 975, 1464, 989]
ncert-body: અમદાવાદ, શનિવાર । શિક્ષણ નીતિ (એનઈપી) ૨૦૨૦ અને રાષ્ટ્રીય અભ્યાસક્રમ માળખા અનુસાર હવે રાષ્ટ્રીય શૈક્ષણિક સંશોધન અને તાલીમ પરિષદ (એનસીઈઆરટી)એ વર્ગ ૧૧ અને ૧૨ માટે અર્થશાસ્ત્ર તથા અંગ્રેજી ભાષા અને સાહિત્યના નવા પાઠ્યપુસ્તકો તૈયાર કરવા માટે બે અલગ કમિટીઓની રચના કરી છે. આ પગલું સૂચિત માળખા અનુસાર હોવાથી નવા પુસ્તકો આગામી શૈક્ષણિક વર્ષથી વિદ્યાર્થીઓને ઉપલબ્ધ બનાવવાનું આયોજન છે.: [40, 258, 601, 314]
railway-open: અરજી શરૂ થવાની તારીખ : 15/09/2026 (સોમવાર): [582, 1821, 774, 1831]
train-table-row: [627, 1338, 977, 1354]
train-route-cell: અસારવા-આગ્રા: [714, 1277, 778, 1290]
train-route-cell: સુબેદારગંજ-ઉધના: [714, 1355, 791, 1368]
railway-subline: પેરા મેડિકલ શ્રેણી માટે વિવિધ પદો માટે ભરતી: [717, 1760, 913, 1773]
